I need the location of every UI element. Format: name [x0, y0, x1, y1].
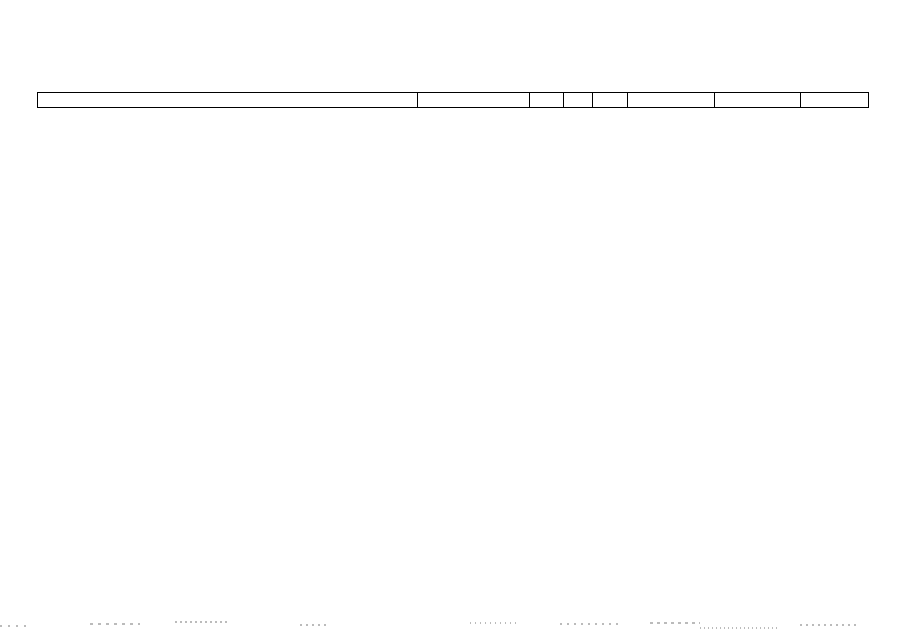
- col-header-2: [418, 93, 530, 108]
- column-header-row: [37, 92, 869, 108]
- col-header-7: [715, 93, 801, 108]
- col-header-6: [628, 93, 715, 108]
- col-header-1: [38, 93, 418, 108]
- col-header-4: [564, 93, 593, 108]
- col-header-3: [530, 93, 564, 108]
- scan-noise: [0, 614, 905, 634]
- col-header-5: [593, 93, 628, 108]
- col-header-8: [801, 93, 869, 108]
